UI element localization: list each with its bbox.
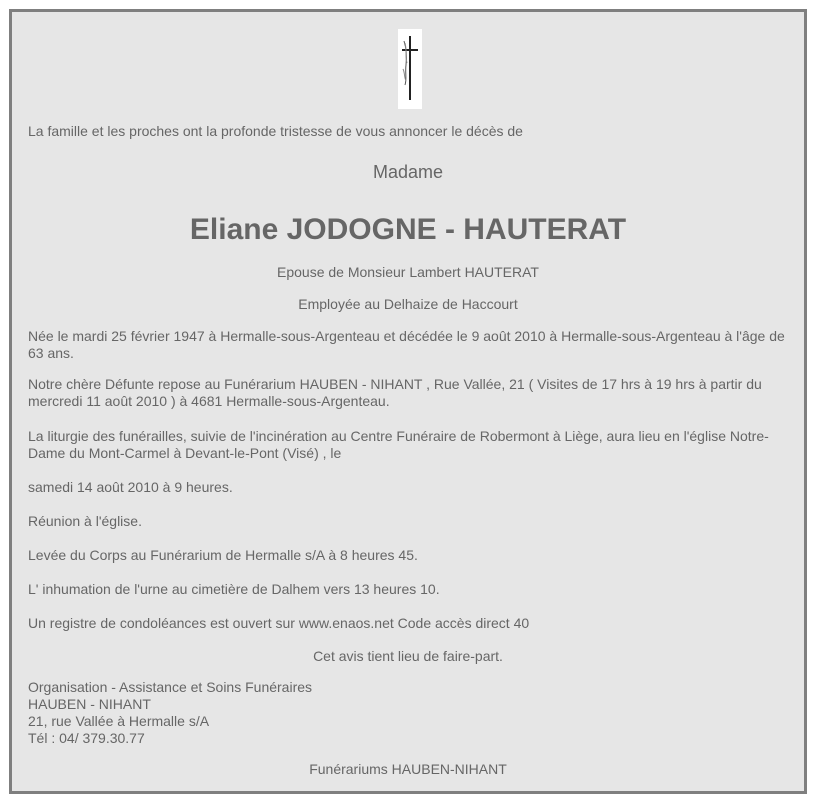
emblem [398,29,422,109]
organisation-line-3: 21, rue Vallée à Hermalle s/A [28,713,210,729]
meeting-text: Réunion à l'église. [28,513,142,529]
organisation-line-1: Organisation - Assistance et Soins Funéraires [28,679,313,695]
notice-text: Cet avis tient lieu de faire-part. [313,648,503,664]
birth-death-text: Née le mardi 25 février 1947 à Hermalle-sous-Argenteau et décédée le 9 août 2010 à Hermalle-sous-Argenteau à l'âge de 63 ans. [28,328,785,361]
organisation-line-2: HAUBEN - NIHANT [28,696,151,712]
occupation-line: Employée au Delhaize de Haccourt [298,296,518,312]
ceremony-date: samedi 14 août 2010 à 9 heures. [28,479,233,495]
obituary-card [9,9,807,794]
honorific: Madame [372,162,444,182]
levee-text: Levée du Corps au Funérarium de Hermalle s/A à 8 heures 45. [28,547,418,563]
liturgy-text: La liturgie des funérailles, suivie de l'incinération au Centre Funéraire de Robermont à Liège, aura lieu en l'église Notre-Dame du Mont-Carmel à Devant-le-Pont (Visé) , le [28,428,769,461]
spouse-line: Epouse de Monsieur Lambert HAUTERAT [277,264,539,280]
deceased-name: Eliane JODOGNE - HAUTERAT [189,213,627,246]
register-text: Un registre de condoléances est ouvert sur www.enaos.net Code accès direct 40 [28,615,530,631]
intro-text: La famille et les proches ont la profonde tristesse de vous annoncer le décès de [28,123,523,139]
repose-text: Notre chère Défunte repose au Funérarium HAUBEN - NIHANT , Rue Vallée, 21 ( Visites de 17 hrs à 19 hrs à partir du mercredi 11 août 2010 ) à 4681 Hermalle-sous-Argenteau. [28,376,762,409]
organisation-phone: Tél : 04/ 379.30.77 [28,730,145,746]
burial-text: L' inhumation de l'urne au cimetière de Dalhem vers 13 heures 10. [28,581,440,597]
cross-icon [398,29,422,109]
footer-signature: Funérariums HAUBEN-NIHANT [309,761,507,777]
